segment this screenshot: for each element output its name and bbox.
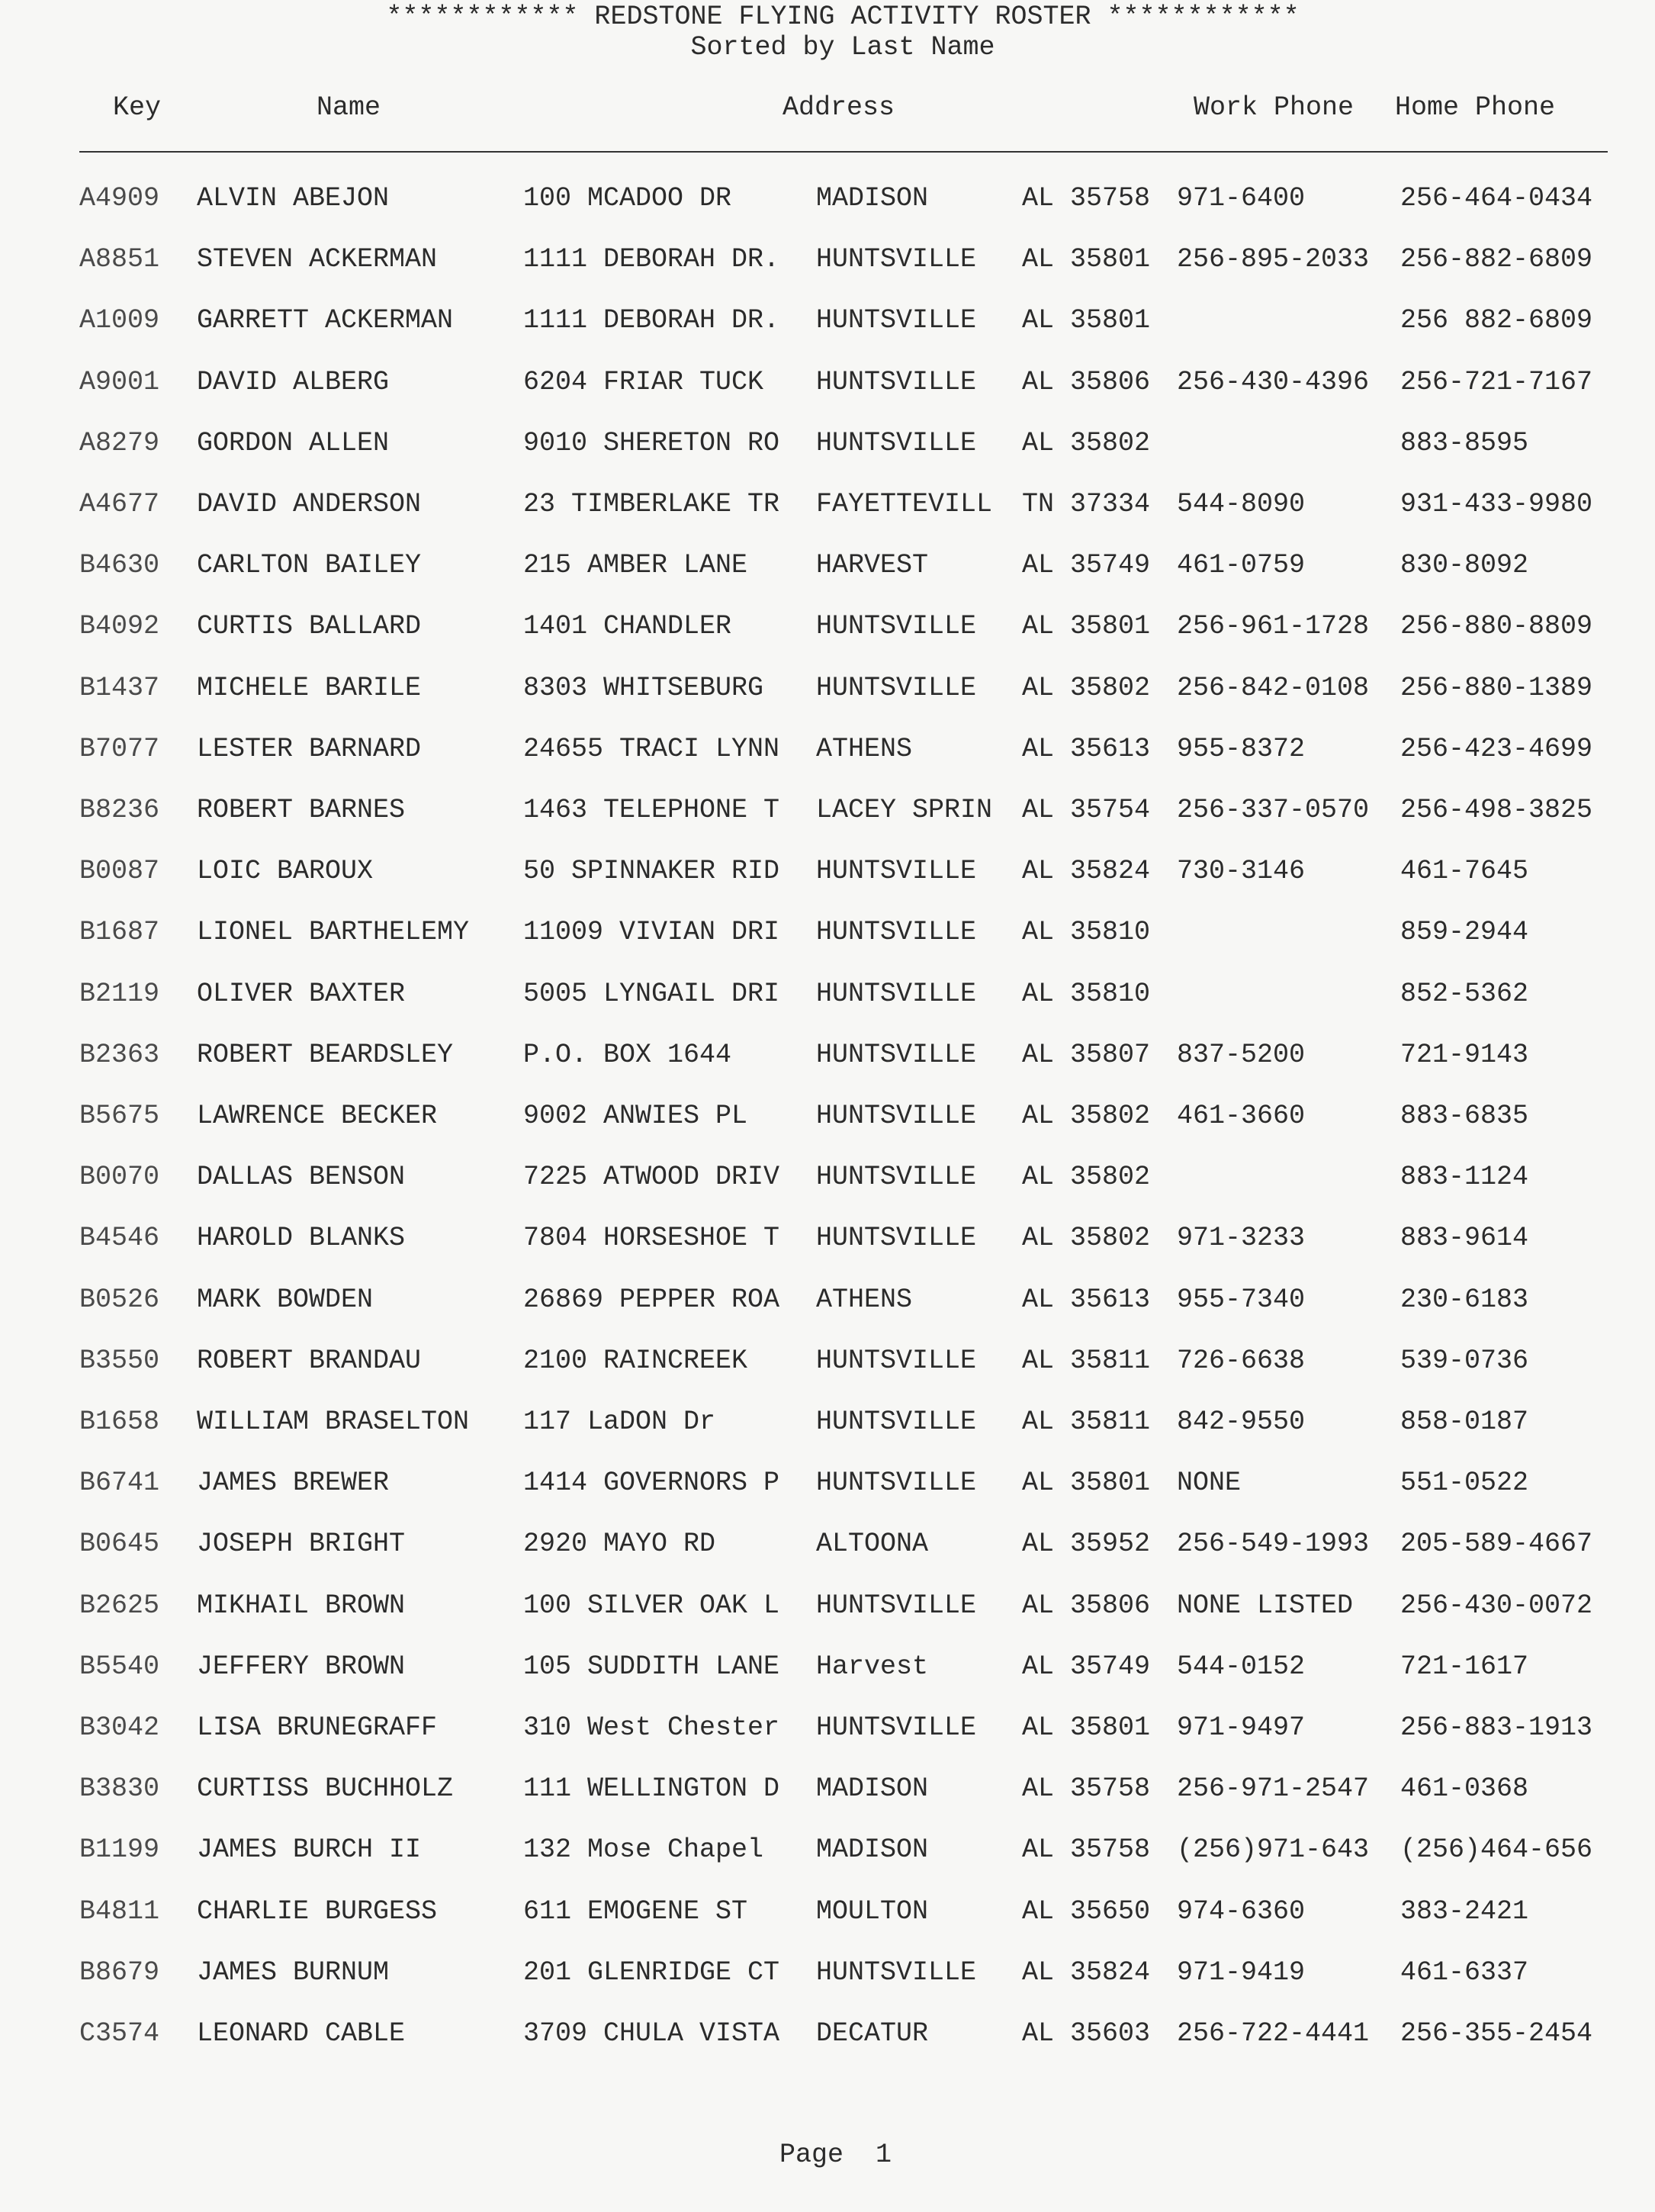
row-city: MADISON [816,1834,929,1865]
table-row [0,1711,1655,1744]
column-header-key: Key [113,92,162,123]
row-home-phone: 205-589-4667 [1400,1529,1593,1559]
column-header-work-phone: Work Phone [1194,92,1355,123]
row-home-phone: 883-8595 [1400,428,1529,458]
row-state-zip: AL 35603 [1022,2018,1151,2049]
row-name: GARRETT ACKERMAN [197,305,454,336]
row-key: B3042 [79,1712,160,1743]
row-name: ALVIN ABEJON [197,183,390,214]
row-key: B0070 [79,1162,160,1192]
row-city: HUNTSVILLE [816,1407,977,1437]
table-row [0,2017,1655,2050]
row-street: 24655 TRACI LYNN [523,734,780,764]
row-key: B2363 [79,1040,160,1070]
row-key: B3550 [79,1346,160,1376]
table-row [0,1956,1655,1989]
row-home-phone: 256-430-0072 [1400,1590,1593,1621]
row-state-zip: AL 35824 [1022,1957,1151,1988]
row-work-phone: 544-8090 [1177,489,1306,519]
row-name: LIONEL BARTHELEMY [197,917,470,947]
row-home-phone: 858-0187 [1400,1407,1529,1437]
row-street: 111 WELLINGTON D [523,1773,780,1804]
row-work-phone: 726-6638 [1177,1346,1306,1376]
row-key: B2119 [79,979,160,1009]
row-city: HUNTSVILLE [816,1346,977,1376]
page-number: Page 1 [779,2140,892,2170]
row-work-phone: 256-430-4396 [1177,367,1370,397]
row-city: HUNTSVILLE [816,979,977,1009]
header-divider [79,151,1608,153]
table-row [0,1099,1655,1133]
row-street: 26869 PEPPER ROA [523,1284,780,1315]
row-state-zip: AL 35801 [1022,1468,1151,1498]
row-city: HARVEST [816,550,929,580]
row-home-phone: 461-7645 [1400,856,1529,886]
row-city: HUNTSVILLE [816,244,977,275]
row-city: HUNTSVILLE [816,917,977,947]
row-work-phone: 256-842-0108 [1177,673,1370,703]
row-home-phone: 721-9143 [1400,1040,1529,1070]
table-row [0,548,1655,582]
row-street: 215 AMBER LANE [523,550,748,580]
roster-subtitle: Sorted by Last Name [690,32,995,63]
row-work-phone: 256-961-1728 [1177,611,1370,641]
row-home-phone: 256-880-1389 [1400,673,1593,703]
row-key: B4092 [79,611,160,641]
row-state-zip: AL 35810 [1022,917,1151,947]
row-name: CARLTON BAILEY [197,550,422,580]
table-row [0,1283,1655,1317]
row-key: B8236 [79,795,160,825]
row-name: CHARLIE BURGESS [197,1896,438,1927]
row-name: ROBERT BARNES [197,795,406,825]
table-row [0,1833,1655,1866]
row-state-zip: AL 35806 [1022,367,1151,397]
row-work-phone: 971-9497 [1177,1712,1306,1743]
row-city: HUNTSVILLE [816,856,977,886]
row-city: DECATUR [816,2018,929,2049]
row-state-zip: AL 35802 [1022,1101,1151,1131]
row-key: B1658 [79,1407,160,1437]
row-street: 117 LaDON Dr [523,1407,716,1437]
row-name: JAMES BURNUM [197,1957,390,1988]
row-work-phone: 955-8372 [1177,734,1306,764]
row-key: A9001 [79,367,160,397]
row-name: LOIC BAROUX [197,856,374,886]
row-state-zip: AL 35952 [1022,1529,1151,1559]
row-name: LISA BRUNEGRAFF [197,1712,438,1743]
row-city: HUNTSVILLE [816,1468,977,1498]
row-city: ALTOONA [816,1529,929,1559]
table-row [0,1344,1655,1378]
row-key: B4811 [79,1896,160,1927]
row-city: HUNTSVILLE [816,1712,977,1743]
row-home-phone: 256-498-3825 [1400,795,1593,825]
row-name: CURTISS BUCHHOLZ [197,1773,454,1804]
row-name: LAWRENCE BECKER [197,1101,438,1131]
row-name: LEONARD CABLE [197,2018,406,2049]
row-street: 2100 RAINCREEK [523,1346,748,1376]
row-key: B2625 [79,1590,160,1621]
row-state-zip: AL 35650 [1022,1896,1151,1927]
table-row [0,1466,1655,1500]
row-key: A4677 [79,489,160,519]
row-home-phone: (256)464-656 [1400,1834,1593,1865]
row-home-phone: 256-882-6809 [1400,244,1593,275]
row-street: 201 GLENRIDGE CT [523,1957,780,1988]
row-home-phone: 256-464-0434 [1400,183,1593,214]
row-home-phone: 551-0522 [1400,1468,1529,1498]
column-header-address: Address [783,92,895,123]
row-work-phone: 974-6360 [1177,1896,1306,1927]
row-name: GORDON ALLEN [197,428,390,458]
table-row [0,1895,1655,1928]
row-state-zip: AL 35801 [1022,244,1151,275]
row-street: 7225 ATWOOD DRIV [523,1162,780,1192]
row-state-zip: AL 35802 [1022,673,1151,703]
table-row [0,671,1655,705]
row-home-phone: 461-6337 [1400,1957,1529,1988]
row-street: 1414 GOVERNORS P [523,1468,780,1498]
row-name: JAMES BURCH II [197,1834,422,1865]
row-state-zip: AL 35801 [1022,1712,1151,1743]
row-key: A8279 [79,428,160,458]
row-street: 611 EMOGENE ST [523,1896,748,1927]
row-work-phone: 461-0759 [1177,550,1306,580]
column-header-name: Name [317,92,381,123]
row-home-phone: 852-5362 [1400,979,1529,1009]
row-state-zip: AL 35811 [1022,1407,1151,1437]
row-name: HAROLD BLANKS [197,1223,406,1253]
row-home-phone: 931-433-9980 [1400,489,1593,519]
row-state-zip: AL 35749 [1022,1651,1151,1682]
row-key: B5540 [79,1651,160,1682]
row-key: B1687 [79,917,160,947]
row-street: 100 SILVER OAK L [523,1590,780,1621]
row-street: 100 MCADOO DR [523,183,732,214]
row-city: HUNTSVILLE [816,1590,977,1621]
row-work-phone: 971-3233 [1177,1223,1306,1253]
row-name: OLIVER BAXTER [197,979,406,1009]
row-city: Harvest [816,1651,929,1682]
row-name: LESTER BARNARD [197,734,422,764]
table-row [0,1589,1655,1622]
table-row [0,182,1655,215]
row-home-phone: 256 882-6809 [1400,305,1593,336]
row-work-phone: 971-6400 [1177,183,1306,214]
row-home-phone: 256-721-7167 [1400,367,1593,397]
row-street: 3709 CHULA VISTA [523,2018,780,2049]
row-state-zip: AL 35758 [1022,1773,1151,1804]
row-name: MICHELE BARILE [197,673,422,703]
row-key: C3574 [79,2018,160,2049]
row-city: HUNTSVILLE [816,673,977,703]
row-home-phone: 383-2421 [1400,1896,1529,1927]
row-street: 7804 HORSESHOE T [523,1223,780,1253]
row-state-zip: AL 35806 [1022,1590,1151,1621]
row-street: 50 SPINNAKER RID [523,856,780,886]
row-home-phone: 539-0736 [1400,1346,1529,1376]
table-row [0,915,1655,949]
row-city: HUNTSVILLE [816,428,977,458]
table-row [0,243,1655,276]
row-name: WILLIAM BRASELTON [197,1407,470,1437]
row-work-phone: 955-7340 [1177,1284,1306,1315]
row-street: 9010 SHERETON RO [523,428,780,458]
row-key: B5675 [79,1101,160,1131]
row-state-zip: AL 35802 [1022,1162,1151,1192]
row-city: HUNTSVILLE [816,305,977,336]
row-state-zip: AL 35801 [1022,305,1151,336]
row-name: MIKHAIL BROWN [197,1590,406,1621]
row-work-phone: 256-895-2033 [1177,244,1370,275]
row-state-zip: AL 35802 [1022,428,1151,458]
row-work-phone: 971-9419 [1177,1957,1306,1988]
row-key: B8679 [79,1957,160,1988]
row-key: B0087 [79,856,160,886]
row-key: B6741 [79,1468,160,1498]
row-name: JAMES BREWER [197,1468,390,1498]
row-home-phone: 256-880-8809 [1400,611,1593,641]
row-work-phone: 837-5200 [1177,1040,1306,1070]
row-state-zip: AL 35824 [1022,856,1151,886]
row-city: MADISON [816,1773,929,1804]
row-name: MARK BOWDEN [197,1284,374,1315]
row-work-phone: 842-9550 [1177,1407,1306,1437]
row-key: B4546 [79,1223,160,1253]
row-state-zip: AL 35811 [1022,1346,1151,1376]
row-state-zip: AL 35758 [1022,1834,1151,1865]
row-key: B7077 [79,734,160,764]
row-home-phone: 859-2944 [1400,917,1529,947]
row-state-zip: AL 35754 [1022,795,1151,825]
row-street: 1401 CHANDLER [523,611,732,641]
roster-title: ************ REDSTONE FLYING ACTIVITY ROSTER ************ [386,2,1300,32]
table-row [0,365,1655,399]
row-city: MADISON [816,183,929,214]
table-row [0,854,1655,888]
table-row [0,732,1655,766]
row-key: A1009 [79,305,160,336]
row-name: CURTIS BALLARD [197,611,422,641]
row-state-zip: AL 35613 [1022,1284,1151,1315]
row-city: HUNTSVILLE [816,367,977,397]
row-city: HUNTSVILLE [816,1223,977,1253]
column-header-home-phone: Home Phone [1395,92,1556,123]
row-street: 1111 DEBORAH DR. [523,305,780,336]
table-row [0,793,1655,827]
row-home-phone: 883-9614 [1400,1223,1529,1253]
row-street: P.O. BOX 1644 [523,1040,732,1070]
row-home-phone: 461-0368 [1400,1773,1529,1804]
row-state-zip: AL 35758 [1022,183,1151,214]
row-name: DALLAS BENSON [197,1162,406,1192]
row-street: 2920 MAYO RD [523,1529,716,1559]
row-city: MOULTON [816,1896,929,1927]
row-key: B1437 [79,673,160,703]
row-name: JEFFERY BROWN [197,1651,406,1682]
row-work-phone: 461-3660 [1177,1101,1306,1131]
row-street: 8303 WHITSEBURG [523,673,764,703]
row-name: DAVID ANDERSON [197,489,422,519]
row-street: 9002 ANWIES PL [523,1101,748,1131]
table-row [0,1650,1655,1683]
row-city: ATHENS [816,734,913,764]
row-key: B4630 [79,550,160,580]
row-street: 23 TIMBERLAKE TR [523,489,780,519]
row-city: HUNTSVILLE [816,1162,977,1192]
row-state-zip: AL 35802 [1022,1223,1151,1253]
row-state-zip: AL 35801 [1022,611,1151,641]
row-work-phone: 544-0152 [1177,1651,1306,1682]
table-row [0,426,1655,460]
row-street: 11009 VIVIAN DRI [523,917,780,947]
row-work-phone: NONE [1177,1468,1242,1498]
row-work-phone: 256-722-4441 [1177,2018,1370,2049]
row-city: LACEY SPRIN [816,795,993,825]
row-home-phone: 230-6183 [1400,1284,1529,1315]
row-state-zip: TN 37334 [1022,489,1151,519]
row-city: HUNTSVILLE [816,1957,977,1988]
row-street: 6204 FRIAR TUCK [523,367,764,397]
row-city: HUNTSVILLE [816,1101,977,1131]
row-work-phone: 256-337-0570 [1177,795,1370,825]
row-key: A4909 [79,183,160,214]
row-state-zip: AL 35749 [1022,550,1151,580]
row-street: 5005 LYNGAIL DRI [523,979,780,1009]
row-street: 310 West Chester [523,1712,780,1743]
row-home-phone: 721-1617 [1400,1651,1529,1682]
row-city: ATHENS [816,1284,913,1315]
table-row [0,1221,1655,1255]
row-key: B0526 [79,1284,160,1315]
row-key: B0645 [79,1529,160,1559]
row-state-zip: AL 35810 [1022,979,1151,1009]
row-state-zip: AL 35807 [1022,1040,1151,1070]
table-row [0,1160,1655,1194]
row-work-phone: 730-3146 [1177,856,1306,886]
table-row [0,487,1655,521]
row-home-phone: 883-1124 [1400,1162,1529,1192]
table-row [0,304,1655,337]
table-row [0,977,1655,1011]
row-name: ROBERT BEARDSLEY [197,1040,454,1070]
table-row [0,1038,1655,1072]
row-street: 105 SUDDITH LANE [523,1651,780,1682]
row-key: B1199 [79,1834,160,1865]
row-work-phone: 256-971-2547 [1177,1773,1370,1804]
table-row [0,1405,1655,1439]
table-row [0,609,1655,643]
row-name: JOSEPH BRIGHT [197,1529,406,1559]
row-state-zip: AL 35613 [1022,734,1151,764]
row-street: 1463 TELEPHONE T [523,795,780,825]
row-work-phone: 256-549-1993 [1177,1529,1370,1559]
row-city: HUNTSVILLE [816,611,977,641]
row-home-phone: 256-883-1913 [1400,1712,1593,1743]
table-row [0,1772,1655,1805]
row-home-phone: 883-6835 [1400,1101,1529,1131]
row-name: DAVID ALBERG [197,367,390,397]
row-home-phone: 830-8092 [1400,550,1529,580]
row-home-phone: 256-423-4699 [1400,734,1593,764]
row-street: 132 Mose Chapel [523,1834,764,1865]
row-home-phone: 256-355-2454 [1400,2018,1593,2049]
row-city: FAYETTEVILL [816,489,993,519]
row-city: HUNTSVILLE [816,1040,977,1070]
row-street: 1111 DEBORAH DR. [523,244,780,275]
row-key: A8851 [79,244,160,275]
row-key: B3830 [79,1773,160,1804]
row-work-phone: (256)971-643 [1177,1834,1370,1865]
row-name: ROBERT BRANDAU [197,1346,422,1376]
table-row [0,1527,1655,1561]
row-work-phone: NONE LISTED [1177,1590,1354,1621]
row-name: STEVEN ACKERMAN [197,244,438,275]
